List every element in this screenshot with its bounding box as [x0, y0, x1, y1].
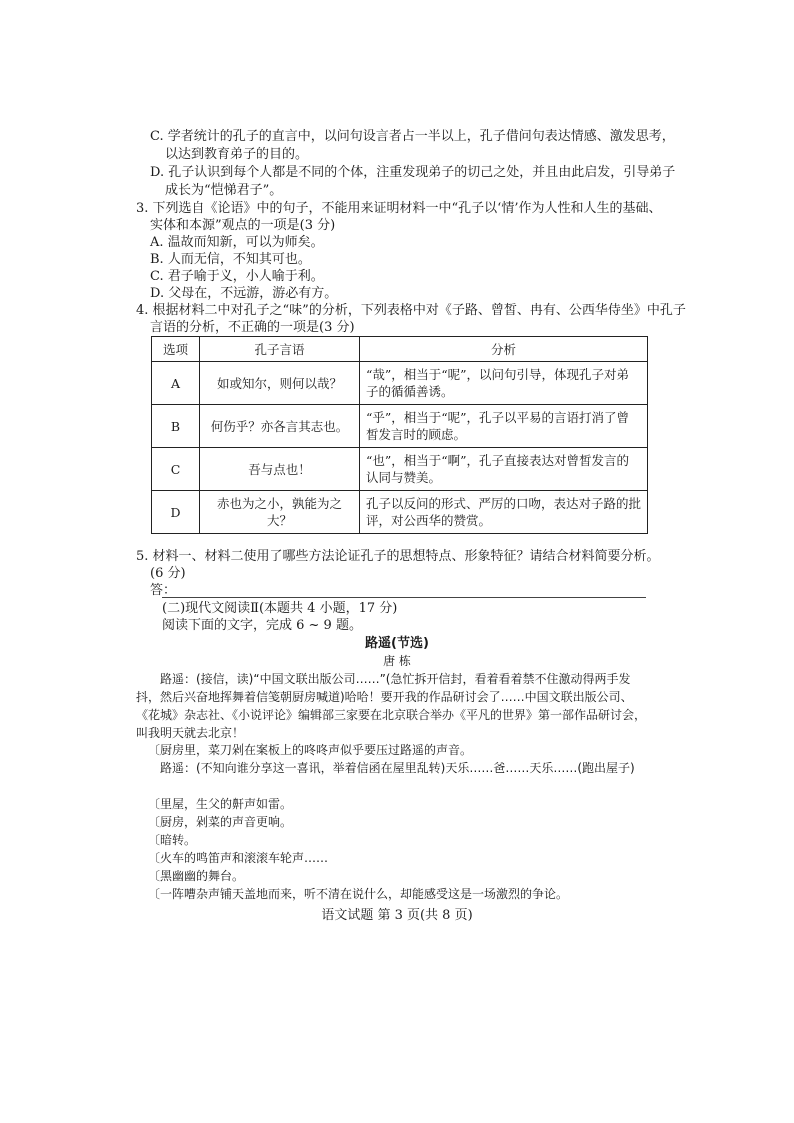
story-title: 路遥(节选): [365, 636, 429, 651]
row-quote: 吾与点也！: [200, 448, 360, 491]
table-header-analysis: 分析: [360, 337, 648, 362]
q3-option-d: D. 父母在，不远游，游必有方。: [150, 286, 338, 301]
story-paragraph-4: 〔里屋，生父的鼾声如雷。: [148, 797, 293, 811]
row-analysis: “也”，相当于“啊”，孔子直接表达对曾皙发言的认同与赞美。: [360, 448, 648, 491]
q3-stem-line2: 实体和本源”观点的一项是(3 分): [150, 218, 336, 233]
story-paragraph-5: 〔厨房，剁菜的声音更响。: [148, 815, 293, 829]
row-analysis: 孔子以反问的形式、严厉的口吻，表达对子路的批评，对公西华的赞赏。: [360, 491, 648, 534]
row-option: B: [152, 405, 200, 448]
table-header-row: [152, 337, 648, 362]
story-author: 唐 栋: [383, 654, 411, 668]
row-quote: 如或知尔，则何以哉？: [200, 362, 360, 405]
page-footer: 语文试题 第 3 页(共 8 页): [321, 908, 473, 923]
story-paragraph-8: 〔黑幽幽的舞台。: [148, 869, 245, 883]
answer-line[interactable]: [162, 597, 646, 598]
q4-stem-line2: 言语的分析，不正确的一项是(3 分): [150, 320, 355, 335]
table-header-option: 选项: [152, 337, 200, 362]
table-row: [152, 448, 648, 491]
row-option: A: [152, 362, 200, 405]
q5-stem-line1: 5. 材料一、材料二使用了哪些方法论证孔子的思想特点、形象特征？请结合材料简要分析。: [136, 549, 660, 564]
section2-instruction: 阅读下面的文字，完成 6 ~ 9 题。: [162, 618, 362, 633]
table-row: [152, 405, 648, 448]
q2-option-d-line2: 成长为“恺悌君子”。: [165, 183, 283, 198]
q3-option-c: C. 君子喻于义，小人喻于利。: [150, 269, 324, 284]
q3-option-b: B. 人而无信，不知其可也。: [150, 252, 311, 267]
q4-stem-line1: 4. 根据材料二中对孔子之“味”的分析，下列表格中对《子路、曾皙、冉有、公西华侍坐》中孔子: [136, 303, 686, 318]
row-quote: 赤也为之小，孰能为之大？: [200, 491, 360, 534]
table-row: [152, 491, 648, 534]
row-option: D: [152, 491, 200, 534]
row-quote: 何伤乎？亦各言其志也。: [200, 405, 360, 448]
story-paragraph-3: 路遥：(不知向谁分享这一喜讯，举着信函在屋里乱转)天乐……爸……天乐……(跑出屋子): [160, 761, 635, 775]
story-paragraph-9: 〔一阵嘈杂声铺天盖地而来，听不清在说什么，却能感受这是一场激烈的争论。: [148, 887, 569, 901]
q3-option-a: A. 温故而知新，可以为师矣。: [150, 235, 324, 250]
q2-option-d-line1: D. 孔子认识到每个人都是不同的个体，注重发现弟子的切己之处，并且由此启发，引导弟子: [150, 165, 676, 180]
story-paragraph-2: 〔厨房里，菜刀剁在案板上的咚咚声似乎要压过路遥的声音。: [148, 743, 473, 757]
section2-heading: (二)现代文阅读Ⅱ(本题共 4 小题，17 分): [162, 601, 398, 616]
q5-stem-line2: (6 分): [150, 566, 186, 581]
table-row: [152, 362, 648, 405]
q3-stem-line1: 3. 下列选自《论语》中的句子，不能用来证明材料一中“孔子以‘情’作为人性和人生的基础、: [136, 201, 662, 216]
story-paragraph-1: 路遥：(接信，读)“中国文联出版公司……”(急忙拆开信封，看着看着禁不住激动得两手发抖，然后兴奋地挥舞着信笺朝厨房喊道)哈哈！要开我的作品研讨会了……中国文联出版公司、《花城》杂志社、《小说评论》编辑部三家要在北京联合举办《平凡的世界》第一部作品研讨会，叫我明天就去北京！: [136, 672, 647, 740]
row-analysis: “乎”，相当于“呢”，孔子以平易的言语打消了曾皙发言时的顾虑。: [360, 405, 648, 448]
row-option: C: [152, 448, 200, 491]
table-header-quote: 孔子言语: [200, 337, 360, 362]
row-analysis: “哉”，相当于“呢”，以问句引导，体现孔子对弟子的循循善诱。: [360, 362, 648, 405]
q2-option-c-line1: C. 学者统计的孔子的直言中，以问句设言者占一半以上，孔子借问句表达情感、激发思考，: [150, 129, 675, 144]
story-paragraph-7: 〔火车的鸣笛声和滚滚车轮声……: [148, 851, 329, 865]
q5-answer-label: 答：: [150, 583, 177, 598]
story-paragraph-6: 〔暗转。: [148, 833, 197, 847]
q2-option-c-line2: 以达到教育弟子的目的。: [165, 147, 309, 162]
analysis-table: [151, 336, 648, 534]
